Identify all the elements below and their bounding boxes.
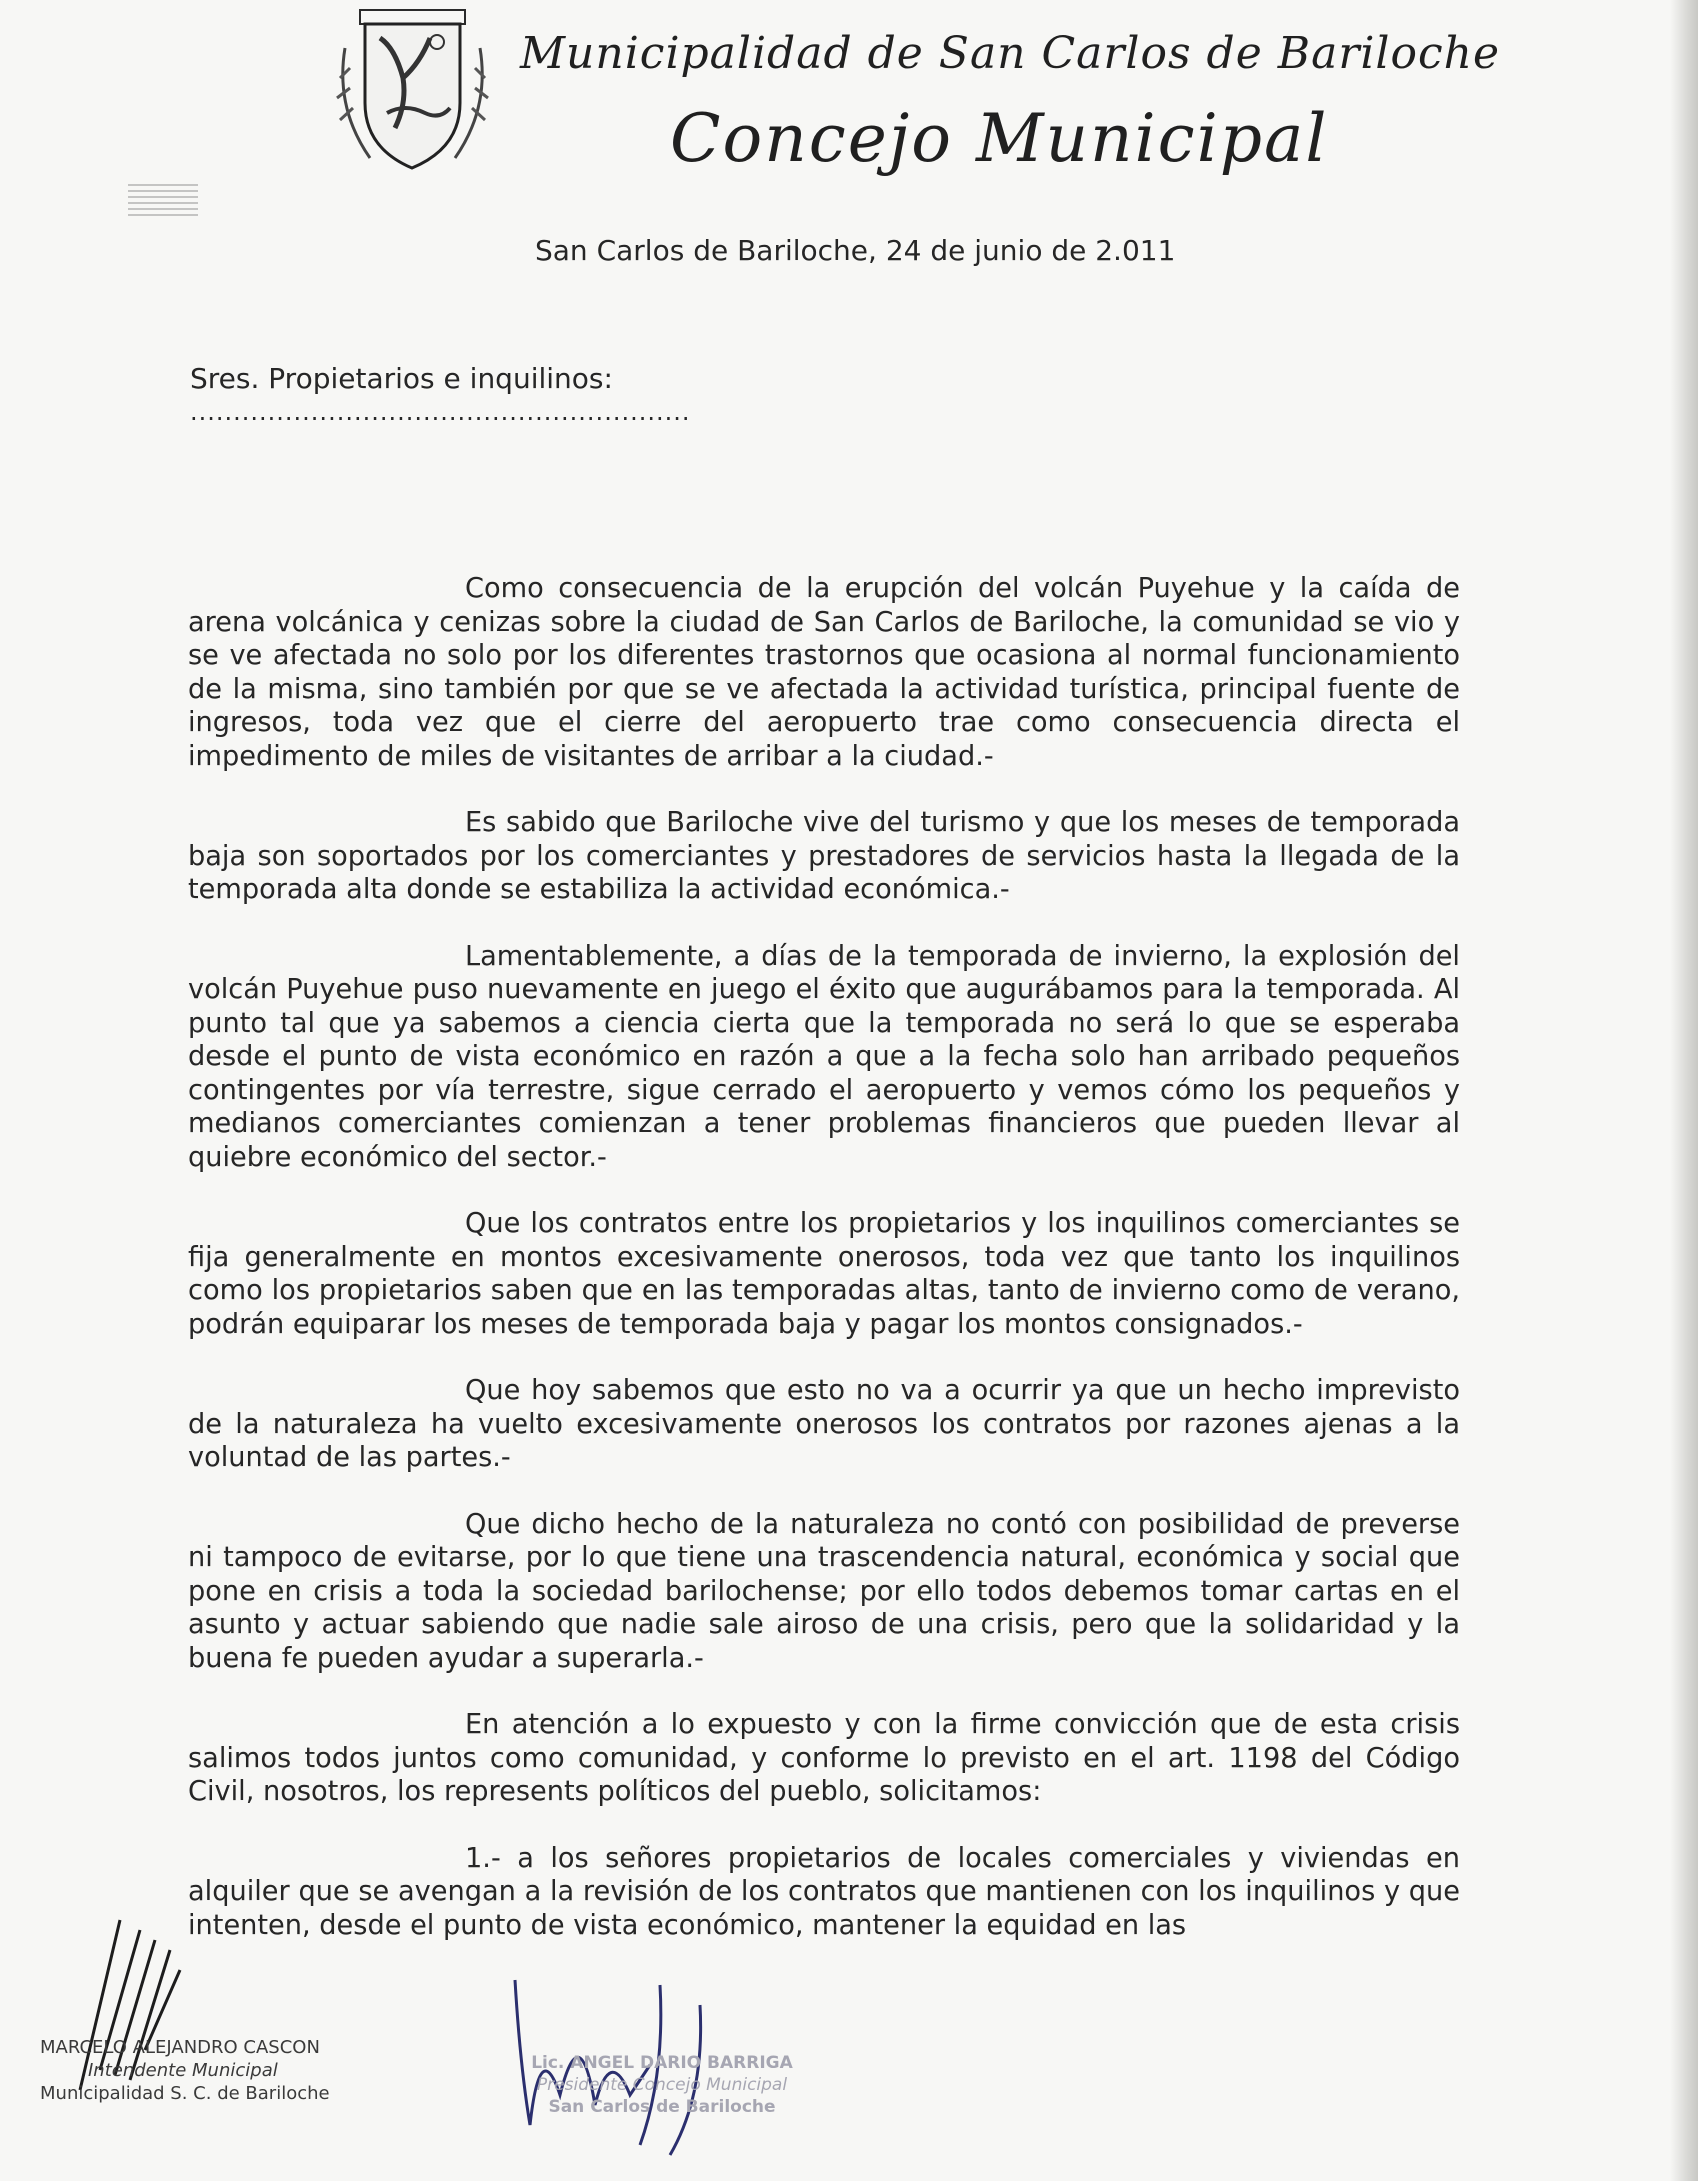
scan-page-edge <box>1670 0 1698 2181</box>
signature-block-intendente <box>40 2036 380 2105</box>
signer-role: Intendente Municipal <box>88 2060 278 2081</box>
paragraph: Que los contratos entre los propietarios y los inquilinos comerciantes se fija generalmente en montos excesivamente onerosos, toda vez que tanto los inquilinos como los propietarios saben que en las temporadas altas, tanto de invierno como de verano, podrán equiparar los meses de temporada baja y pagar los montos consignados.- <box>188 1208 1460 1340</box>
header-subtitle: Concejo Municipal <box>670 100 1329 177</box>
header-title: Municipalidad de San Carlos de Bariloche <box>520 28 1501 79</box>
signature-block-presidente <box>512 2052 812 2118</box>
signer-name: Lic. ANGEL DARIO BARRIGA <box>531 2053 793 2073</box>
paragraph: En atención a lo expuesto y con la firme convicción que de esta crisis salimos todos juntos como comunidad, y conforme lo previsto en el art. 1198 del Código Civil, nosotros, los represents políticos del pueblo, solicitamos: <box>188 1709 1460 1807</box>
paragraph: 1.- a los señores propietarios de locales comerciales y viviendas en alquiler que se avengan a la revisión de los contratos que mantienen con los inquilinos y que intenten, desde el punto de vista económico, mantener la equidad en las <box>188 1842 1460 1941</box>
signer-name: MARCELO ALEJANDRO CASCON <box>40 2037 320 2058</box>
signer-org: San Carlos de Bariloche <box>548 2097 776 2117</box>
paragraph: Como consecuencia de la erupción del volcán Puyehue y la caída de arena volcánica y cenizas sobre la ciudad de San Carlos de Bariloche, la comunidad se vio y se ve afectada no solo por los diferentes trastornos que ocasiona al normal funcionamiento de la misma, sino también por que se ve afectada la actividad turística, principal fuente de ingresos, toda vez que el cierre del aeropuerto trae como consecuencia directa el impedimento de miles de visitantes de arribar a la ciudad.- <box>188 573 1460 772</box>
salutation-dotted-line: .......................................................... <box>190 398 691 426</box>
paragraph: Que dicho hecho de la naturaleza no contó con posibilidad de preverse ni tampoco de evitarse, por lo que tiene una trascendencia natural, económica y social que pone en crisis a toda la sociedad barilochense; por ello todos debemos tomar cartas en el asunto y actuar sabiendo que nadie sale airoso de una crisis, pero que la solidaridad y la buena fe pueden ayudar a superarla.- <box>188 1508 1460 1674</box>
municipal-coat-of-arms-icon <box>325 8 500 178</box>
paragraph: Es sabido que Bariloche vive del turismo y que los meses de temporada baja son soportados por los comerciantes y prestadores de servicios hasta la llegada de la temporada alta donde se estabiliza la actividad económica.- <box>188 807 1460 905</box>
letter-body <box>188 572 1460 1975</box>
paragraph: Que hoy sabemos que esto no va a ocurrir ya que un hecho imprevisto de la naturaleza ha vuelto excesivamente onerosos los contratos por razones ajenas a la voluntad de las partes.- <box>188 1375 1460 1473</box>
salutation: Sres. Propietarios e inquilinos: <box>190 362 613 395</box>
signer-role: Presidente Concejo Municipal <box>536 2075 788 2095</box>
scan-artifact <box>128 180 198 216</box>
paragraph: Lamentablemente, a días de la temporada de invierno, la explosión del volcán Puyehue puso nuevamente en juego el éxito que augurábamos para la temporada. Al punto tal que ya sabemos a ciencia cierta que la temporada no será lo que se esperaba desde el punto de vista económico en razón a que a la fecha solo han arribado pequeños contingentes por vía terrestre, sigue cerrado el aeropuerto y vemos cómo los pequeños y medianos comerciantes comienzan a tener problemas financieros que pueden llevar al quiebre económico del sector.- <box>188 940 1460 1173</box>
date-line: San Carlos de Bariloche, 24 de junio de 2.011 <box>535 234 1176 267</box>
signer-org: Municipalidad S. C. de Bariloche <box>40 2083 330 2104</box>
